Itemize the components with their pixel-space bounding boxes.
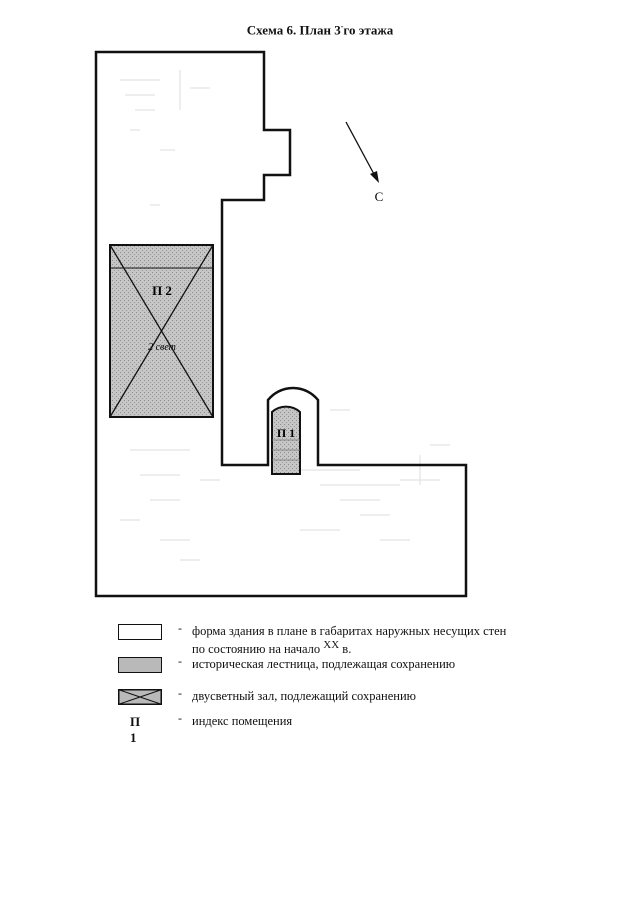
north-arrow	[346, 122, 379, 183]
legend-swatch-outline	[118, 624, 162, 640]
legend-swatch-staircase	[118, 657, 162, 673]
legend-swatch-hall	[118, 689, 162, 705]
legend-text-hall: двусветный зал, подлежащий сохранению	[192, 689, 416, 703]
legend-text-staircase: историческая лестница, подлежащая сохранению	[192, 657, 456, 671]
room-index-p2: П 2	[152, 283, 172, 298]
legend-dash: -	[178, 654, 182, 668]
legend-text-outline: форма здания в плане в габаритах наружных несущих стен по состоянию на начало $^{XX}$ в.	[192, 624, 507, 657]
page-title: Схема 6. План 3-го этажа	[246, 22, 394, 38]
legend-index-label: П 1	[130, 714, 141, 745]
legend-dash: -	[178, 621, 182, 635]
legend-dash: -	[178, 686, 182, 700]
room-index-p1: П 1	[276, 426, 296, 440]
legend-text-index: индекс помещения	[192, 714, 293, 728]
hall-p2	[110, 245, 213, 417]
room-note-p2: 2 свет	[148, 342, 176, 353]
compass-label: С	[374, 189, 384, 204]
legend-dash: -	[178, 711, 182, 725]
